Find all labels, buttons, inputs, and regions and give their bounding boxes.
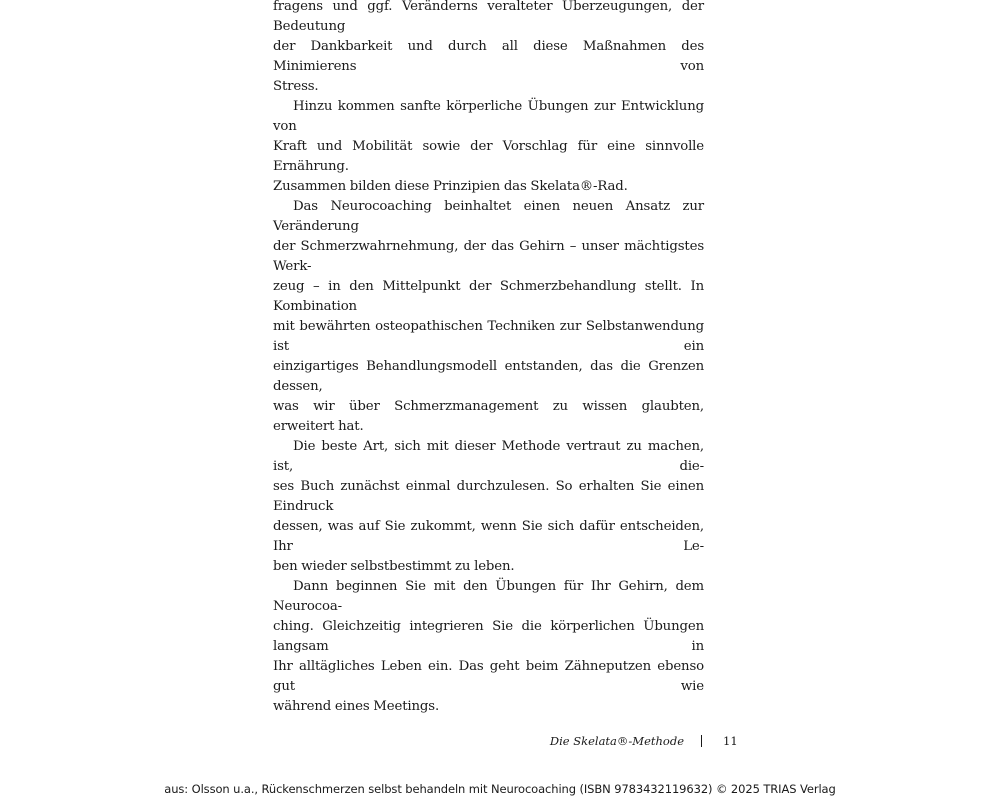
text-line: ses Buch zunächst einmal durchzulesen. So erhalten Sie einen Eindruck: [273, 479, 704, 514]
paragraph: [273, 97, 704, 197]
text-line: Das Neurocoaching beinhaltet einen neuen Ansatz zur Veränderung: [273, 199, 704, 234]
paragraph: [273, 0, 704, 97]
text-line: der Schmerzwahrnehmung, der das Gehirn – unser mächtigstes Werk-: [273, 239, 704, 274]
text-line: mit bewährten osteopathischen Techniken zur Selbstanwendung ist ein: [273, 319, 704, 354]
running-title: Die Skelata®-Methode: [549, 734, 684, 748]
text-line: einzigartiges Behandlungsmodell entstanden, das die Grenzen dessen,: [273, 359, 704, 394]
page-number: 11: [723, 734, 738, 748]
text-line: zeug – in den Mittelpunkt der Schmerzbehandlung stellt. In Kombination: [273, 279, 704, 314]
text-line: Stress.: [273, 79, 319, 94]
text-line: ching. Gleichzeitig integrieren Sie die körperlichen Übungen langsam in: [273, 619, 704, 654]
text-line: Dann beginnen Sie mit den Übungen für Ihr Gehirn, dem Neurocoa-: [273, 579, 704, 614]
paragraph: [273, 197, 704, 437]
text-line: dessen, was auf Sie zukommt, wenn Sie sich dafür entscheiden, Ihr Le-: [273, 519, 704, 554]
paragraph: [273, 577, 704, 717]
text-line: ben wieder selbstbestimmt zu leben.: [273, 559, 515, 574]
text-line: während eines Meetings.: [273, 699, 440, 714]
text-line: Ihr alltägliches Leben ein. Das geht beim Zähneputzen ebenso gut wie: [273, 659, 704, 694]
footer-divider: [701, 735, 702, 747]
body-text: [273, 0, 704, 717]
source-citation: aus: Olsson u.a., Rückenschmerzen selbst behandeln mit Neurocoaching (ISBN 9783432119632) © 2025 TRIAS Verlag: [164, 782, 836, 796]
paragraph: [273, 437, 704, 577]
running-footer: [540, 734, 740, 750]
text-line: Hinzu kommen sanfte körperliche Übungen zur Entwicklung von: [273, 99, 704, 134]
text-line: Kraft und Mobilität sowie der Vorschlag für eine sinnvolle Ernährung.: [273, 139, 704, 174]
text-line: Zusammen bilden diese Prinzipien das Skelata®-Rad.: [273, 179, 628, 194]
text-line: Die beste Art, sich mit dieser Methode vertraut zu machen, ist, die-: [273, 439, 704, 474]
text-line: der Dankbarkeit und durch all diese Maßnahmen des Minimierens von: [273, 39, 704, 74]
text-line: fragens und ggf. Veränderns veralteter Überzeugungen, der Bedeutung: [273, 0, 704, 34]
text-line: was wir über Schmerzmanagement zu wissen glaubten, erweitert hat.: [273, 399, 704, 434]
